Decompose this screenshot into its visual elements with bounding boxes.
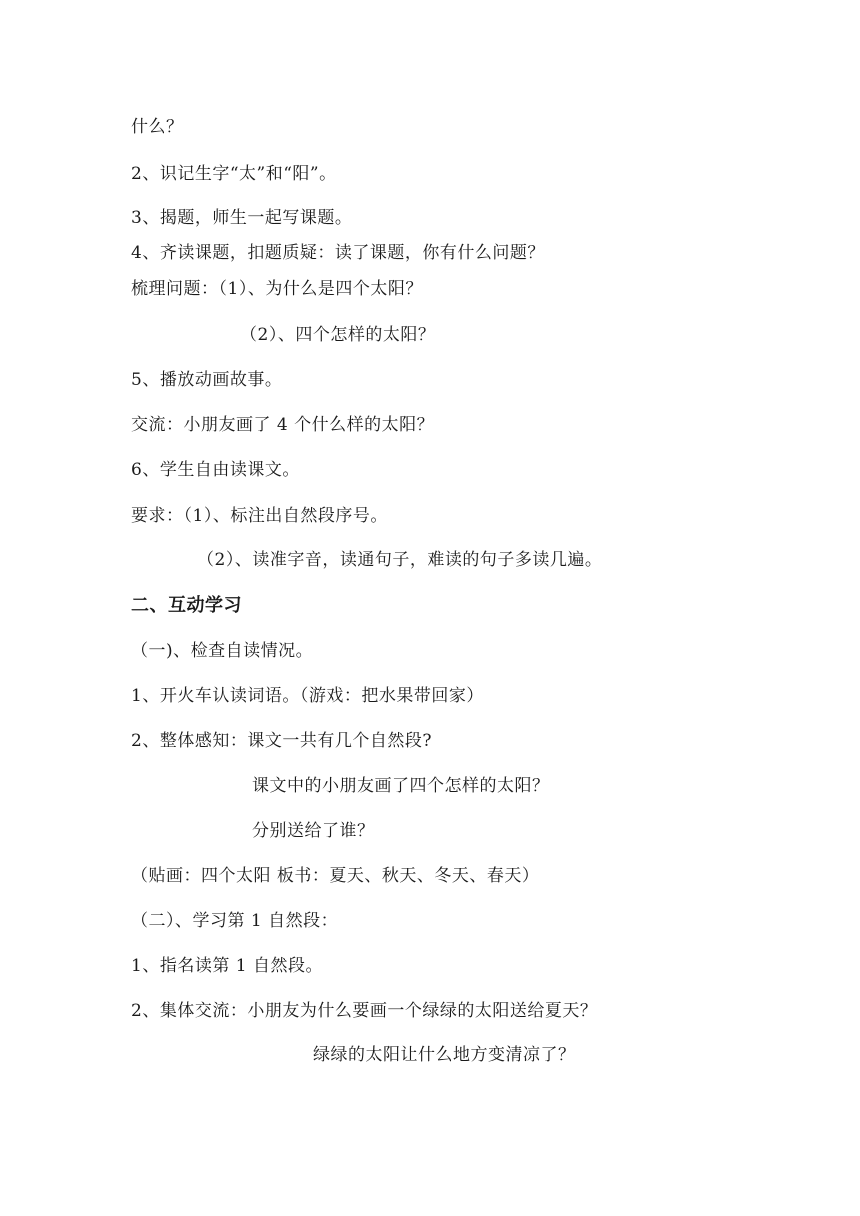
section-heading: 二、互动学习 [131,595,242,616]
text-line: （2）、读准字音，读通句子，难读的句子多读几遍。 [197,550,603,570]
text-line: （2）、四个怎样的太阳？ [240,325,436,345]
text-line: 1、指名读第 1 自然段。 [131,956,323,976]
text-line: 2、集体交流：小朋友为什么要画一个绿绿的太阳送给夏天？ [131,1001,598,1021]
text-line: 什么？ [131,117,184,137]
text-line: 5、播放动画故事。 [131,370,283,390]
text-line: 2、识记生字“太”和“阳”。 [131,164,337,184]
text-line: 课文中的小朋友画了四个怎样的太阳？ [252,776,550,796]
text-line: 4、齐读课题，扣题质疑：读了课题，你有什么问题？ [131,243,545,263]
text-line: 1、开火车认读词语。（游戏：把水果带回家） [131,686,484,706]
text-line: 要求：（1）、标注出自然段序号。 [131,506,388,526]
text-line: 分别送给了谁？ [252,821,375,841]
text-line: 绿绿的太阳让什么地方变清凉了？ [313,1045,576,1065]
text-line: （二）、学习第 1 自然段： [131,911,339,931]
text-line: （一)、检查自读情况。 [131,641,314,661]
text-line: 交流：小朋友画了 4 个什么样的太阳？ [131,415,435,435]
text-line: 6、学生自由读课文。 [131,460,300,480]
text-line: 3、揭题，师生一起写课题。 [131,208,353,228]
text-line: （贴画：四个太阳 板书：夏天、秋天、冬天、春天） [131,866,540,886]
text-line: 2、整体感知：课文一共有几个自然段? [131,731,432,751]
text-line: 梳理问题：（1）、为什么是四个太阳？ [131,279,423,299]
